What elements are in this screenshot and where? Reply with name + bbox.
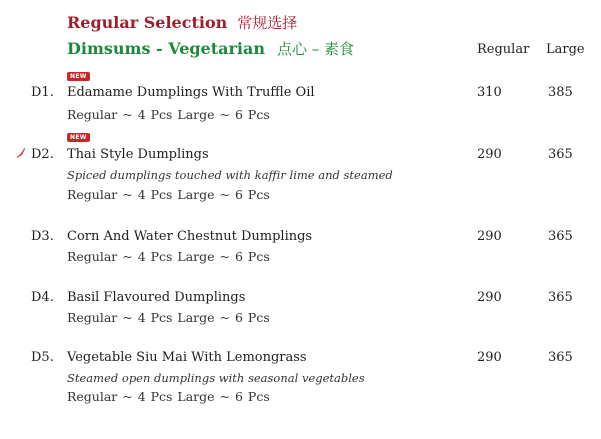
new-badge: NEW [67,72,90,81]
category-title [67,38,354,59]
column-header-regular: Regular [477,42,530,57]
price-large: 365 [548,229,573,244]
price-regular: 290 [477,350,502,365]
item-code: D1. [31,85,54,100]
item-sizes: Regular ~ 4 Pcs Large ~ 6 Pcs [67,389,270,404]
price-regular: 310 [477,85,502,100]
item-sizes: Regular ~ 4 Pcs Large ~ 6 Pcs [67,249,270,264]
price-regular: 290 [477,229,502,244]
section-title-en: Regular Selection [67,13,228,32]
new-badge: NEW [67,133,90,142]
price-large: 385 [548,85,573,100]
item-code: D4. [31,290,54,305]
item-description: Steamed open dumplings with seasonal vegetables [67,371,365,385]
item-name: Corn And Water Chestnut Dumplings [67,229,313,244]
item-sizes: Regular ~ 4 Pcs Large ~ 6 Pcs [67,107,270,122]
item-name: Vegetable Siu Mai With Lemongrass [67,350,307,365]
item-description: Spiced dumplings touched with kaffir lime and steamed [67,168,393,182]
column-header-large: Large [546,42,585,57]
price-large: 365 [548,350,573,365]
item-sizes: Regular ~ 4 Pcs Large ~ 6 Pcs [67,310,270,325]
chili-icon [15,148,26,159]
price-regular: 290 [477,290,502,305]
item-code: D5. [31,350,54,365]
section-title-zh: 常规选择 [237,14,298,32]
price-large: 365 [548,147,573,162]
price-large: 365 [548,290,573,305]
section-title [67,12,297,33]
item-code: D2. [31,147,54,162]
item-name: Edamame Dumplings With Truffle Oil [67,85,315,100]
category-title-zh: 点心 – 素食 [277,40,355,58]
item-sizes: Regular ~ 4 Pcs Large ~ 6 Pcs [67,187,270,202]
item-name: Basil Flavoured Dumplings [67,290,246,305]
item-code: D3. [31,229,54,244]
price-regular: 290 [477,147,502,162]
category-title-en: Dimsums - Vegetarian [67,39,265,58]
item-name: Thai Style Dumplings [67,147,209,162]
